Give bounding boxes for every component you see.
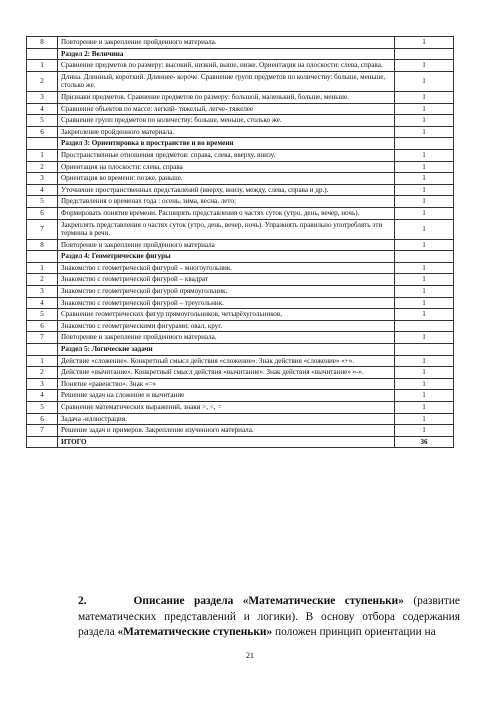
row-topic-cell: Уточнение пространственных представлений (вверху, внизу, между, слева, справа и др.). [58,184,395,196]
row-topic-cell: Закрепление пройденного материала. [58,126,395,138]
table-row [27,309,454,321]
row-topic-cell: Решение задач и примеров. Закрепление изученного материала. [58,425,395,437]
table-row [27,239,454,251]
row-hours-cell [395,251,454,263]
row-hours-cell: 1 [395,332,454,344]
row-hours-cell: 1 [395,71,454,91]
row-number-cell: 4 [27,297,58,309]
row-topic-cell: Сравнение математических выражений, знаки >, <, = [58,402,395,414]
row-topic-cell: Ориентация во времени: позже, раньше. [58,173,395,185]
description-text-2: положен принцип ориентации на [272,626,436,639]
row-number-cell: 8 [27,37,58,49]
row-number-cell [27,48,58,60]
row-hours-cell: 1 [395,413,454,425]
row-number-cell: 5 [27,309,58,321]
document-page [26,36,454,448]
table-row [27,355,454,367]
row-number-cell: 2 [27,71,58,91]
row-hours-cell: 1 [395,196,454,208]
row-number-cell [27,436,58,448]
row-hours-cell: 1 [395,126,454,138]
row-number-cell: 1 [27,262,58,274]
row-hours-cell: 1 [395,91,454,103]
row-number-cell: 2 [27,161,58,173]
row-topic-cell: ИТОГО [58,436,395,448]
row-hours-cell: 1 [395,425,454,437]
table-row [27,184,454,196]
row-number-cell: 3 [27,91,58,103]
row-topic-cell: Знакомство с геометрической фигурой прямоугольник. [58,286,395,298]
table-row [27,161,454,173]
row-number-cell: 6 [27,207,58,219]
row-topic-cell: Повторение и закрепление пройденного материала. [58,37,395,49]
row-hours-cell: 1 [395,60,454,72]
row-number-cell: 8 [27,239,58,251]
description-number: 2. [78,595,87,607]
table-row [27,262,454,274]
table-row [27,149,454,161]
row-hours-cell: 1 [395,390,454,402]
description-bold-name: «Математические ступеньки» [117,626,273,639]
table-row [27,274,454,286]
row-hours-cell [395,344,454,356]
row-number-cell: 7 [27,425,58,437]
row-topic-cell: Задача -иллюстрация. [58,413,395,425]
row-hours-cell: 1 [395,402,454,414]
row-number-cell: 6 [27,320,58,332]
row-number-cell: 3 [27,173,58,185]
row-number-cell: 5 [27,115,58,127]
row-number-cell: 7 [27,219,58,239]
table-row [27,286,454,298]
row-topic-cell: Длина. Длинный, короткий. Длиннее- короче. Сравнение групп предметов по количеству: больше, меньше, столько же. [58,71,395,91]
row-topic-cell: Сравнение предметов по размеру: высокий, низкий, выше, ниже. Ориентация на плоскости: слева, справа. [58,60,395,72]
row-hours-cell: 1 [395,161,454,173]
row-hours-cell [395,320,454,332]
table-row [27,402,454,414]
row-hours-cell: 36 [395,436,454,448]
table-row [27,207,454,219]
row-topic-cell: Повторение и закрепление пройденного материала [58,239,395,251]
row-number-cell: 2 [27,274,58,286]
row-topic-cell: Сравнение групп предметов по количеству: больше, меньше, столько же. [58,115,395,127]
row-topic-cell: Признаки предметов. Сравнение предметов по размеру: большой, маленький, больше, меньше. [58,91,395,103]
row-number-cell [27,138,58,150]
row-hours-cell: 1 [395,37,454,49]
row-hours-cell: 1 [395,309,454,321]
row-topic-cell: Знакомство с геометрической фигурой – треугольник. [58,297,395,309]
row-hours-cell: 1 [395,219,454,239]
row-hours-cell: 1 [395,367,454,379]
row-topic-cell: Закреплять представления о частях суток (утро, день, вечер, ночь). Упражнять правильно употреблять эти термины в речи. [58,219,395,239]
section-header-row [27,138,454,150]
row-hours-cell: 1 [395,173,454,185]
table-row [27,91,454,103]
table-row [27,173,454,185]
row-hours-cell: 1 [395,274,454,286]
description-heading-name: «Математические ступеньки» [242,595,404,607]
row-hours-cell: 1 [395,239,454,251]
row-number-cell: 6 [27,413,58,425]
table-row [27,37,454,49]
row-hours-cell: 1 [395,103,454,115]
description-heading: Описание раздела [133,595,234,607]
row-hours-cell: 1 [395,262,454,274]
row-topic-cell: Пространственные отношения предметов: справа, слева, вверху, внизу. [58,149,395,161]
table-row [27,71,454,91]
row-number-cell: 4 [27,103,58,115]
row-hours-cell: 1 [395,355,454,367]
row-number-cell: 1 [27,60,58,72]
row-topic-cell: Знакомство с геометрическими фигурами: овал, круг. [58,320,395,332]
curriculum-table [26,36,454,448]
row-number-cell: 2 [27,367,58,379]
row-hours-cell: 1 [395,184,454,196]
table-row [27,103,454,115]
row-hours-cell: 1 [395,286,454,298]
section-header-row [27,344,454,356]
table-row [27,390,454,402]
table-row [27,60,454,72]
row-number-cell: 3 [27,378,58,390]
table-row [27,320,454,332]
table-row [27,219,454,239]
row-number-cell [27,344,58,356]
row-number-cell: 4 [27,184,58,196]
table-row [27,332,454,344]
description-text-1: (развитие математических представлений и логики). В основу отбора содержания раздела [78,595,460,639]
row-topic-cell: Решение задач на сложение и вычитание [58,390,395,402]
total-row [27,436,454,448]
row-topic-cell: Представления о временах года : осень, зима, весна, лето; [58,196,395,208]
row-hours-cell [395,48,454,60]
curriculum-table-body [27,37,454,448]
row-topic-cell: Формировать понятия времени. Расширять представления о частях суток (утро, день, вечер, ночь). [58,207,395,219]
row-topic-cell: Сравнение геометрических фигур прямоугольников, четырёхугольников, [58,309,395,321]
row-topic-cell: Раздел 5: Логические задачи [58,344,395,356]
row-number-cell [27,251,58,263]
row-hours-cell [395,138,454,150]
row-topic-cell: Раздел 3: Ориентировка в пространстве и во времени [58,138,395,150]
table-row [27,378,454,390]
row-number-cell: 3 [27,286,58,298]
row-number-cell: 4 [27,390,58,402]
row-number-cell: 5 [27,402,58,414]
table-row [27,367,454,379]
table-row [27,297,454,309]
row-topic-cell: Раздел 4: Геометрические фигуры [58,251,395,263]
page-number: 21 [246,651,254,660]
table-row [27,413,454,425]
row-number-cell: 7 [27,332,58,344]
row-topic-cell: Повторение и закрепление пройденного материала. [58,332,395,344]
row-number-cell: 5 [27,196,58,208]
table-row [27,115,454,127]
row-topic-cell: Раздел 2: Величина [58,48,395,60]
row-number-cell: 1 [27,355,58,367]
row-topic-cell: Сравнение объектов по массе: легкий- тяжелый, легче- тяжелее [58,103,395,115]
table-row [27,196,454,208]
row-topic-cell: Ориентация на плоскости: слева, справа [58,161,395,173]
table-row [27,126,454,138]
row-hours-cell: 1 [395,115,454,127]
row-hours-cell: 1 [395,378,454,390]
section-header-row [27,48,454,60]
row-topic-cell: Понятие «равенство». Знак «=» [58,378,395,390]
row-topic-cell: Действие «вычитание». Конкретный смысл действия «вычитание». Знак действия «вычитание» «-». [58,367,395,379]
row-topic-cell: Знакомство с геометрической фигурой – квадрат [58,274,395,286]
section-description [78,594,460,641]
row-hours-cell: 1 [395,207,454,219]
row-topic-cell: Знакомство с геометрической фигурой – многоугольник. [58,262,395,274]
row-hours-cell: 1 [395,149,454,161]
row-topic-cell: Действие «сложение». Конкретный смысл действия «сложение». Знак действия «сложение» «+». [58,355,395,367]
table-row [27,425,454,437]
section-header-row [27,251,454,263]
row-hours-cell: 1 [395,297,454,309]
row-number-cell: 1 [27,149,58,161]
row-number-cell: 6 [27,126,58,138]
